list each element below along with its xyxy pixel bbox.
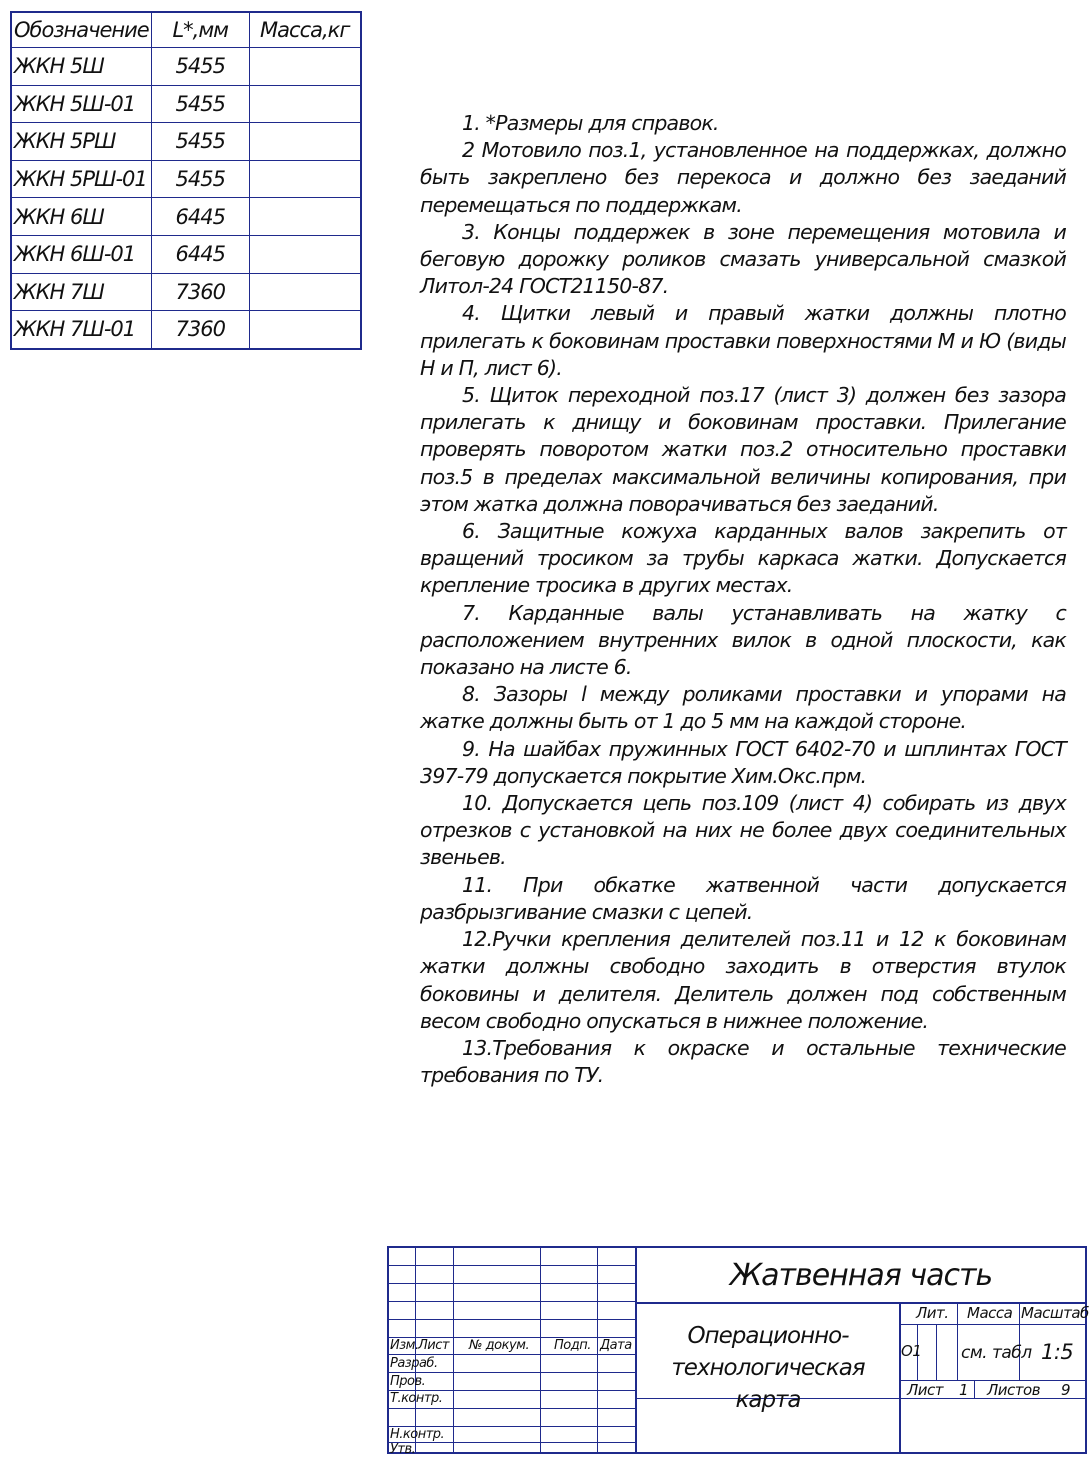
table-row bbox=[11, 123, 361, 161]
lit-value: О1 bbox=[901, 1342, 922, 1360]
cell-length: 7360 bbox=[151, 311, 249, 349]
table-row bbox=[11, 85, 361, 123]
label-data: Дата bbox=[600, 1338, 632, 1353]
label-sheets: Листов bbox=[987, 1381, 1041, 1399]
title-block bbox=[387, 1246, 1089, 1457]
cell-length: 6445 bbox=[151, 198, 249, 236]
note-item: 13.Требования к окраске и остальные технические требования по ТУ. bbox=[420, 1035, 1066, 1088]
cell-mass bbox=[249, 85, 361, 123]
cell-length: 5455 bbox=[151, 48, 249, 86]
header-length: L*,мм bbox=[151, 12, 249, 48]
table-row bbox=[11, 235, 361, 273]
note-item: 5. Щиток переходной поз.17 (лист 3) должен без зазора прилегать к днищу и боковинам проставки. Прилегание проверять поворотом жатки поз.2 относительно проставки поз.5 в пределах максимальной величины копирования, при этом жатка должна поворачиваться без заеданий. bbox=[420, 383, 1066, 516]
note-item: 7. Карданные валы устанавливать на жатку с расположением внутренних вилок в одной плоскости, как показано на листе 6. bbox=[420, 600, 1066, 680]
label-sheet: Лист bbox=[907, 1381, 944, 1399]
header-mass: Масса,кг bbox=[249, 12, 361, 48]
table-row bbox=[11, 48, 361, 86]
table-row bbox=[11, 160, 361, 198]
role-prov: Пров. bbox=[390, 1374, 426, 1389]
label-massa: Масса bbox=[967, 1304, 1013, 1322]
label-list: Лист bbox=[418, 1338, 449, 1353]
cell-mass bbox=[249, 123, 361, 161]
role-tkontr: Т.контр. bbox=[390, 1391, 443, 1406]
label-lit: Лит. bbox=[916, 1304, 949, 1322]
note-item: 3. Концы поддержек в зоне перемещения мотовила и беговую дорожку роликов смазать универсальной смазкой Литол-24 ГОСТ21150-87. bbox=[420, 219, 1066, 299]
cell-designation: ЖКН 6Ш-01 bbox=[11, 235, 151, 273]
cell-length: 5455 bbox=[151, 85, 249, 123]
table-row bbox=[11, 273, 361, 311]
cell-designation: ЖКН 5Ш bbox=[11, 48, 151, 86]
cell-length: 7360 bbox=[151, 273, 249, 311]
document-type-line1: Операционно-технологическая bbox=[671, 1323, 865, 1381]
cell-designation: ЖКН 7Ш bbox=[11, 273, 151, 311]
note-item: 6. Защитные кожуха карданных валов закрепить от вращений тросиком за трубы каркаса жатки. Допускается крепление тросика в других местах. bbox=[420, 519, 1066, 598]
cell-designation: ЖКН 7Ш-01 bbox=[11, 311, 151, 349]
cell-mass bbox=[249, 311, 361, 349]
document-type-line2: карта bbox=[735, 1387, 801, 1413]
cell-designation: ЖКН 5РШ-01 bbox=[11, 160, 151, 198]
note-item: 4. Щитки левый и правый жатки должны плотно прилегать к боковинам проставки поверхностями М и Ю (виды Н и П, лист 6). bbox=[420, 301, 1066, 380]
cell-designation: ЖКН 5РШ bbox=[11, 123, 151, 161]
sheet-value: 1 bbox=[959, 1381, 969, 1399]
cell-mass bbox=[249, 235, 361, 273]
cell-mass bbox=[249, 160, 361, 198]
cell-length: 6445 bbox=[151, 235, 249, 273]
document-type bbox=[637, 1320, 899, 1416]
cell-mass bbox=[249, 48, 361, 86]
label-podp: Подп. bbox=[554, 1338, 591, 1353]
note-item: 1. *Размеры для справок. bbox=[462, 111, 719, 135]
cell-designation: ЖКН 5Ш-01 bbox=[11, 85, 151, 123]
cell-mass bbox=[249, 273, 361, 311]
masshtab-value: 1:5 bbox=[1041, 1340, 1074, 1364]
technical-requirements bbox=[420, 110, 1066, 1089]
table-row bbox=[11, 311, 361, 349]
label-doc-no: № докум. bbox=[469, 1338, 530, 1353]
note-item: 12.Ручки крепления делителей поз.11 и 12 к боковинам жатки должны свободно заходить в отверстия втулок боковины и делителя. Делитель должен под собственным весом свободно опускаться в нижнее положение. bbox=[420, 927, 1066, 1033]
massa-value: см. табл bbox=[961, 1343, 1032, 1363]
role-nkontr: Н.контр. bbox=[390, 1427, 445, 1442]
role-razrab: Разраб. bbox=[390, 1356, 438, 1371]
note-item: 9. На шайбах пружинных ГОСТ 6402-70 и шплинтах ГОСТ 397-79 допускается покрытие Хим.Окс.прм. bbox=[420, 736, 1066, 788]
document-name: Жатвенная часть bbox=[729, 1258, 993, 1293]
label-masshtab: Масштаб bbox=[1021, 1304, 1089, 1322]
cell-length: 5455 bbox=[151, 160, 249, 198]
cell-designation: ЖКН 6Ш bbox=[11, 198, 151, 236]
header-designation: Обозначение bbox=[11, 12, 151, 48]
cell-mass bbox=[249, 198, 361, 236]
label-izm: Изм. bbox=[390, 1338, 419, 1353]
cell-length: 5455 bbox=[151, 123, 249, 161]
table-body bbox=[11, 48, 361, 349]
table-row bbox=[11, 198, 361, 236]
note-item: 10. Допускается цепь поз.109 (лист 4) собирать из двух отрезков с установкой на них не более двух соединительных звеньев. bbox=[420, 791, 1066, 870]
table-header-row bbox=[11, 12, 361, 48]
variant-table bbox=[10, 11, 362, 350]
note-item: 8. Зазоры l между роликами проставки и упорами на жатке должны быть от 1 до 5 мм на каждой стороне. bbox=[420, 682, 1066, 734]
note-item: 2 Мотовило поз.1, установленное на поддержках, должно быть закреплено без перекоса и должно без заеданий перемещаться по поддержкам. bbox=[420, 138, 1066, 217]
note-item: 11. При обкатке жатвенной части допускается разбрызгивание смазки с цепей. bbox=[420, 872, 1066, 924]
sheets-value: 9 bbox=[1061, 1381, 1071, 1399]
role-utv: Утв. bbox=[390, 1442, 416, 1457]
